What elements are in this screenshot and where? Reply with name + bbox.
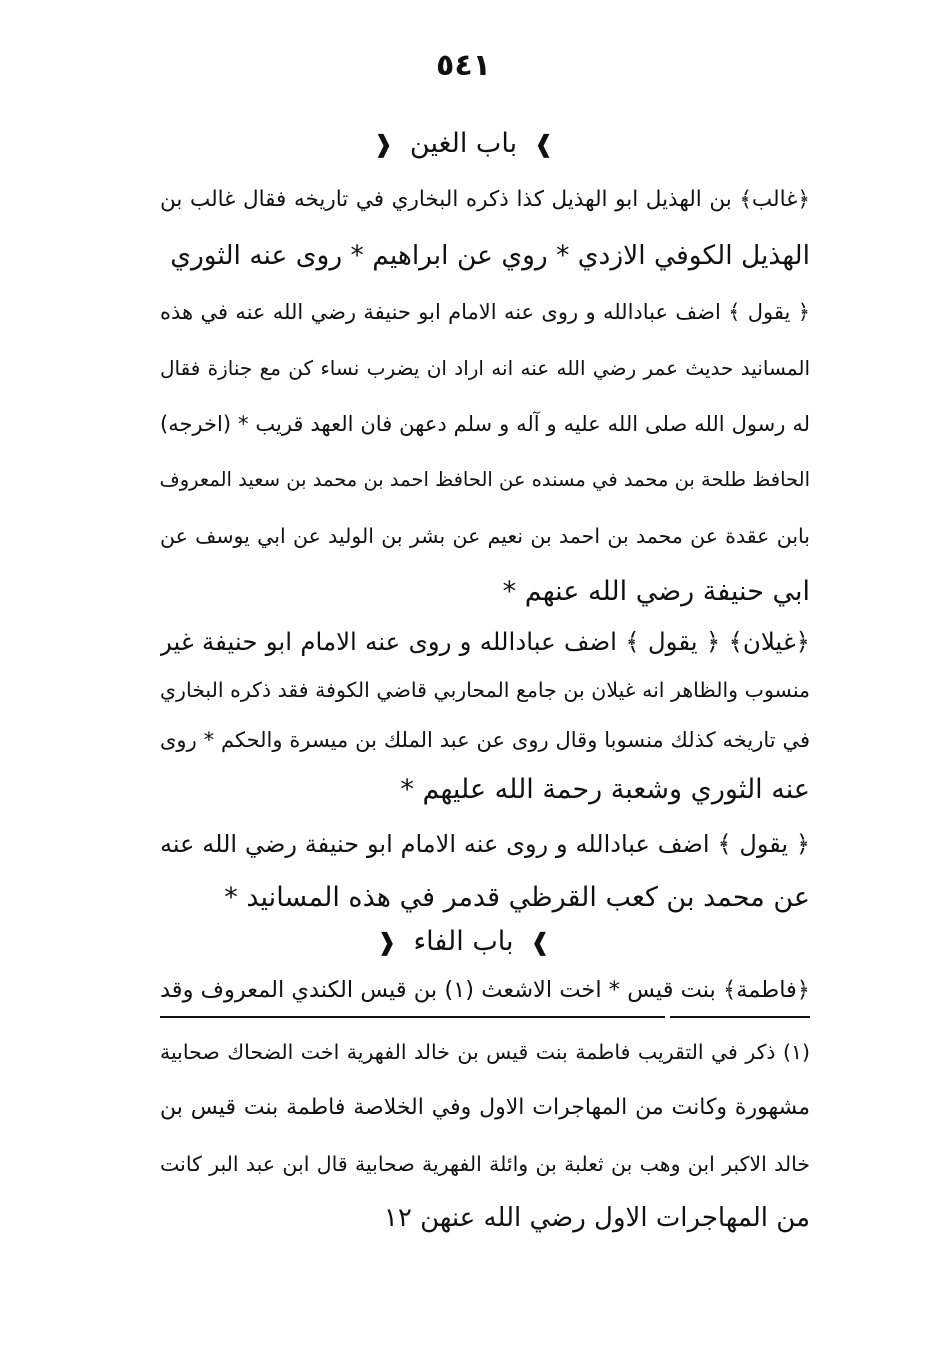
text-line: عنه الثوري وشعبة رحمة الله عليهم * bbox=[400, 774, 810, 805]
ornament-left: ❰ bbox=[373, 130, 394, 158]
text-line: ﴿غالب﴾ بن الهذيل ابو الهذيل كذا ذكره البخاري في تاريخه فقال غالب بن bbox=[160, 187, 810, 212]
ornament-left: ❰ bbox=[376, 928, 397, 956]
section-heading-fa bbox=[0, 922, 927, 962]
footnote-line: خالد الاكبر ابن وهب بن ثعلبة بن وائلة الفهرية صحابية قال ابن عبد البر كانت bbox=[160, 1152, 810, 1176]
footnote-line: من المهاجرات الاول رضي الله عنهن ١٢ bbox=[383, 1203, 810, 1233]
text-line: ﴿ يقول ﴾ اضف عبادالله و روى عنه الامام ابو حنيفة رضي الله عنه في هذه bbox=[160, 300, 810, 324]
text-line: منسوب والظاهر انه غيلان بن جامع المحاربي قاضي الكوفة فقد ذكره البخاري bbox=[160, 678, 810, 702]
text-line: الهذيل الكوفي الازدي * روي عن ابراهيم * روى عنه الثوري bbox=[170, 240, 810, 271]
footnote-line: (١) ذكر في التقريب فاطمة بنت قيس بن خالد الفهرية اخت الضحاك صحابية bbox=[160, 1040, 810, 1064]
footnote-line: مشهورة وكانت من المهاجرات الاول وفي الخلاصة فاطمة بنت قيس بن bbox=[160, 1095, 810, 1120]
text-line: في تاريخه كذلك منسوبا وقال روى عن عبد الملك بن ميسرة والحكم * روى bbox=[160, 728, 810, 752]
ornament-right: ❱ bbox=[533, 130, 554, 158]
text-line: المسانيد حديث عمر رضي الله عنه انه اراد ان يضرب نساء كن مع جنازة فقال bbox=[160, 356, 810, 380]
text-line: ﴿فاطمة﴾ بنت قيس * اخت الاشعث (١) بن قيس الكندي المعروف وقد bbox=[160, 977, 810, 1003]
page-number: ٥٤١ bbox=[436, 48, 491, 83]
text-line: له رسول الله صلى الله عليه و آله و سلم دعهن فان العهد قريب * (اخرجه) bbox=[160, 412, 810, 436]
text-line: بابن عقدة عن محمد بن احمد بن نعيم عن بشر بن الوليد عن ابي يوسف عن bbox=[160, 524, 810, 548]
text-line: ﴿غيلان﴾ ﴿ يقول ﴾ اضف عبادالله و روى عنه الامام ابو حنيفة غير bbox=[160, 627, 810, 656]
text-line: ﴿ يقول ﴾ اضف عبادالله و روى عنه الامام ابو حنيفة رضي الله عنه bbox=[160, 830, 810, 858]
text-line: ابي حنيفة رضي الله عنهم * bbox=[502, 576, 810, 607]
section-title-fa: باب الفاء bbox=[413, 926, 514, 957]
footnote-rule-gap bbox=[665, 1014, 670, 1020]
footnote-rule bbox=[160, 1016, 810, 1018]
section-title-ghain: باب الغين bbox=[409, 128, 518, 159]
section-heading-ghain bbox=[0, 124, 927, 164]
ornament-right: ❱ bbox=[530, 928, 551, 956]
text-line: عن محمد بن كعب القرظي قدمر في هذه المسانيد * bbox=[224, 882, 810, 913]
text-line: الحافظ طلحة بن محمد في مسنده عن الحافظ احمد بن محمد بن سعيد المعروف bbox=[160, 468, 810, 491]
